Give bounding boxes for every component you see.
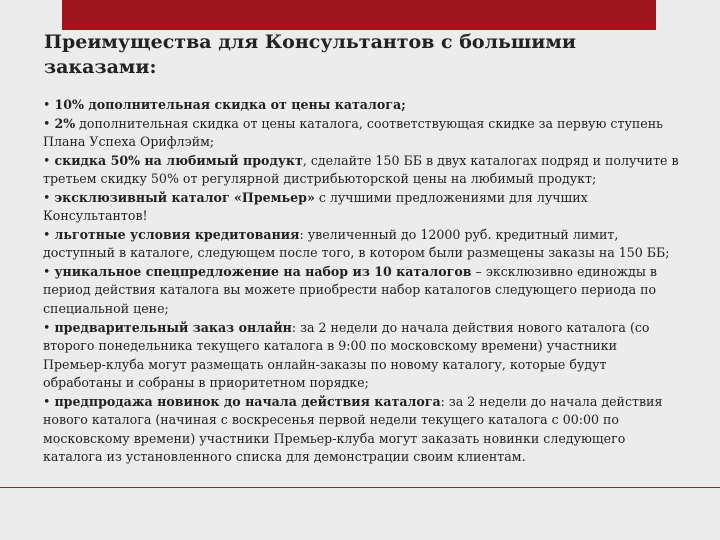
benefit-item <box>43 263 683 319</box>
bullet: • <box>43 393 51 409</box>
benefits-list <box>43 96 683 467</box>
title-line-1: Преимущества для Консультантов с большими <box>44 31 576 53</box>
benefit-item <box>43 226 683 263</box>
bullet: • <box>43 152 51 168</box>
benefit-item <box>43 115 683 152</box>
benefit-bold: уникальное спецпредложение на набор из 10 каталогов <box>54 263 472 279</box>
benefit-item <box>43 96 683 115</box>
benefit-text: дополнительная скидка от цены каталога, соответствующая скидке за первую ступень Плана Успеха Орифлэйм; <box>43 115 663 150</box>
top-accent-bar <box>62 0 656 30</box>
benefit-bold: скидка 50% на любимый продукт <box>54 152 303 168</box>
benefit-bold: предпродажа новинок до начала действия каталога <box>54 393 441 409</box>
benefit-bold: предварительный заказ онлайн <box>54 319 292 335</box>
bullet: • <box>43 226 51 242</box>
benefit-text: : за 2 недели до начала действия нового каталога (начиная с воскресенья первой недели текущего каталога с 00:00 по московскому времени) участники Премьер-клуба могут заказать новинки следующего каталога из установленного списка для демонстрации своим клиентам. <box>43 393 663 465</box>
benefit-item <box>43 189 683 226</box>
benefit-bold: льготные условия кредитования <box>54 226 300 242</box>
benefit-text: : увеличенный до 12000 руб. кредитный лимит, доступный в каталоге, следующем после того, в котором были размещены заказы на 150 ББ; <box>43 226 670 261</box>
benefit-item <box>43 152 683 189</box>
benefit-bold: 2% <box>54 115 76 131</box>
benefit-bold: 10% дополнительная скидка от цены каталога; <box>54 97 406 112</box>
title-line-2: заказами: <box>44 56 157 78</box>
bullet: • <box>43 115 51 131</box>
benefit-bold: эксклюзивный каталог «Премьер» <box>54 189 315 205</box>
bullet: • <box>43 189 51 205</box>
slide-title <box>44 30 684 80</box>
bullet: • <box>43 97 51 112</box>
benefit-text: , сделайте 150 ББ в двух каталогах подряд и получите в третьем скидку 50% от регулярной дистрибьюторской цены на любимый продукт; <box>43 152 679 187</box>
bullet: • <box>43 319 51 335</box>
bottom-accent-line <box>0 487 720 488</box>
bullet: • <box>43 263 51 279</box>
benefit-text: : за 2 недели до начала действия нового каталога (со второго понедельника текущего каталога в 9:00 по московскому времени) участники Премьер-клуба могут размещать онлайн-заказы по новому каталогу, которые будут обработаны и собраны в приоритетном порядке; <box>43 319 650 391</box>
benefit-item <box>43 319 683 393</box>
benefit-item <box>43 393 683 467</box>
benefit-text: с лучшими предложениями для лучших Консультантов! <box>43 189 588 224</box>
benefit-text: – эксклюзивно единожды в период действия каталога вы можете приобрести набор каталогов следующего периода по специальной цене; <box>43 263 658 317</box>
